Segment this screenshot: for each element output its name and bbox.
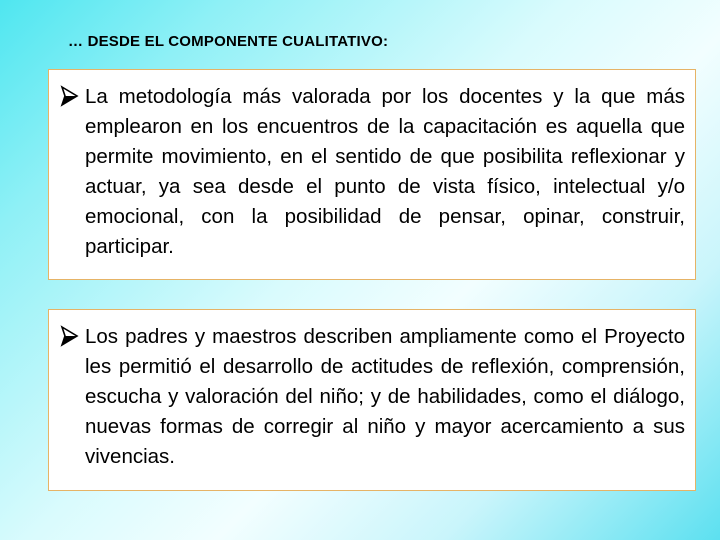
text-box-parents-teachers: [48, 309, 696, 491]
slide-title: … DESDE EL COMPONENTE CUALITATIVO:: [68, 33, 389, 50]
text-box-methodology: [48, 69, 696, 280]
bullet-text: La metodología más valorada por los docentes y la que más emplearon en los encuentros de la capacitación es aquella que permite movimiento, en el sentido de que posibilita reflexionar y actuar, ya sea desde el punto de vista físico, intelectual y/o emocional, con la posibilidad de pensar, opinar, construir, participar.: [85, 85, 685, 258]
arrow-bullet-icon: [57, 84, 81, 108]
arrow-bullet-icon: [57, 324, 81, 348]
bullet-text: Los padres y maestros describen ampliamente como el Proyecto les permitió el desarrollo de actitudes de reflexión, comprensión, escucha y valoración del niño; y de habilidades, como el diálogo, nuevas formas de corregir al niño y mayor acercamiento a sus vivencias.: [85, 325, 685, 468]
